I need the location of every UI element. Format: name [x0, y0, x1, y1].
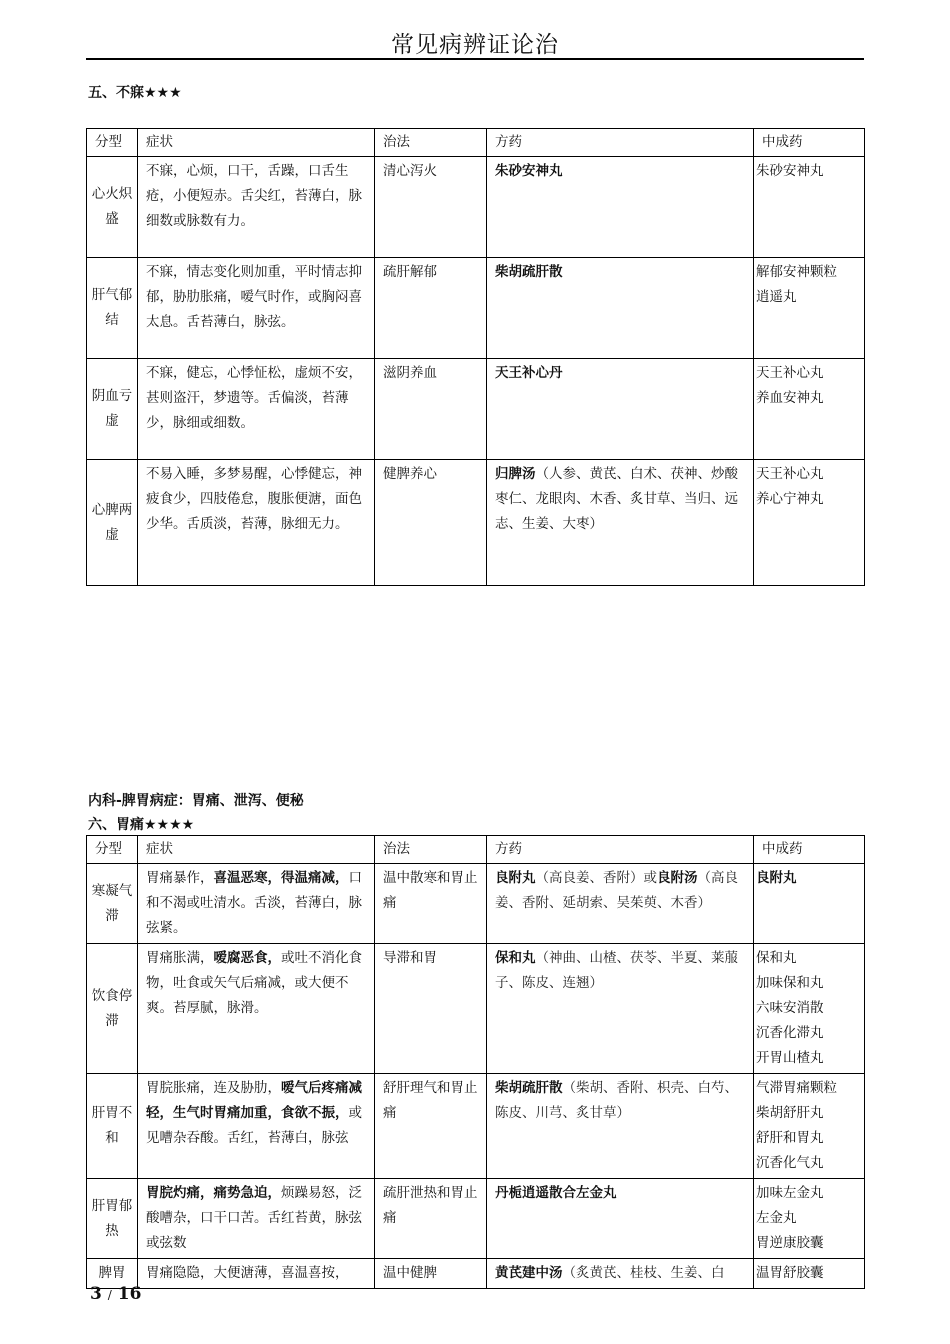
formula-name: 朱砂安神丸: [495, 163, 563, 179]
syndrome-type: 肝气郁结: [87, 258, 138, 359]
patent-medicine: 温胃舒胶囊: [756, 1265, 824, 1281]
patent-medicine: 六味安消散: [756, 1000, 824, 1016]
formula-cell: [487, 460, 754, 586]
symptom-text: 胃痛胀满，: [146, 950, 214, 966]
formula-name: 柴胡疏肝散: [495, 1080, 563, 1096]
syndrome-type: 肝胃郁热: [87, 1179, 138, 1259]
formula-name: 黄芪建中汤: [495, 1265, 563, 1281]
patent-medicine: 解郁安神颗粒: [756, 264, 837, 280]
table-row: [87, 944, 865, 1074]
formula-cell: [487, 1179, 754, 1259]
header-divider: [86, 58, 864, 60]
section6-heading: 六、胃痛★★★★: [88, 817, 195, 833]
formula-name: 良附汤: [657, 870, 698, 886]
insomnia-table: [86, 128, 865, 586]
column-header: 分型: [87, 836, 138, 864]
table-row: [87, 157, 865, 258]
patent-medicine: 良附丸: [756, 870, 797, 886]
page-number: [90, 1284, 141, 1304]
symptoms-cell: 不寐，情志变化则加重，平时情志抑郁，胁肋胀痛，嗳气时作，或胸闷喜太息。舌苔薄白，脉弦。: [138, 258, 375, 359]
syndrome-type: 脾胃: [87, 1259, 138, 1289]
symptom-text: 胃脘胀痛，连及胁肋，: [146, 1080, 281, 1096]
treatment-method: 导滞和胃: [375, 944, 487, 1074]
patent-medicine: 朱砂安神丸: [756, 163, 824, 179]
syndrome-type: 肝胃不和: [87, 1074, 138, 1179]
formula-cell: [487, 157, 754, 258]
formula-ingredients: （柴胡、香附、枳壳、白芍、陈皮、川芎、炙甘草）: [495, 1080, 738, 1121]
treatment-method: 滋阴养血: [375, 359, 487, 460]
patent-medicine-cell: [754, 258, 865, 359]
column-header: 方药: [487, 836, 754, 864]
column-header: 症状: [138, 836, 375, 864]
column-header: 分型: [87, 129, 138, 157]
patent-medicine: 保和丸: [756, 950, 797, 966]
column-header: 中成药: [754, 836, 865, 864]
table-row: [87, 258, 865, 359]
formula-cell: [487, 864, 754, 944]
column-header: 方药: [487, 129, 754, 157]
table-row: [87, 359, 865, 460]
symptom-text: 胃痛暴作，: [146, 870, 214, 886]
stomachache-table: [86, 835, 865, 1289]
patent-medicine: 养心宁神丸: [756, 491, 824, 507]
table-row: [87, 1259, 865, 1289]
patent-medicine: 加味保和丸: [756, 975, 824, 991]
symptoms-cell: [138, 1259, 375, 1289]
patent-medicine-cell: [754, 944, 865, 1074]
column-header: 治法: [375, 836, 487, 864]
formula-name: 丹栀逍遥散合左金丸: [495, 1185, 617, 1201]
treatment-method: 疏肝解郁: [375, 258, 487, 359]
symptoms-cell: [138, 1074, 375, 1179]
formula-name: 归脾汤: [495, 466, 536, 482]
patent-medicine-cell: [754, 460, 865, 586]
formula-cell: [487, 1074, 754, 1179]
symptom-text: 胃痛隐隐，大便溏薄，喜温喜按，: [146, 1265, 349, 1281]
symptom-key: 胃脘灼痛，痛势急迫，: [146, 1185, 281, 1201]
treatment-method: 舒肝理气和胃止痛: [375, 1074, 487, 1179]
treatment-method: 疏肝泄热和胃止痛: [375, 1179, 487, 1259]
page-header-title: 常见病辨证论治: [391, 32, 559, 58]
patent-medicine: 加味左金丸: [756, 1185, 824, 1201]
syndrome-type: 寒凝气滞: [87, 864, 138, 944]
symptoms-cell: 不寐，心烦，口干，舌躁，口舌生疮，小便短赤。舌尖红，苔薄白，脉细数或脉数有力。: [138, 157, 375, 258]
symptoms-cell: 不易入睡，多梦易醒，心悸健忘，神疲食少，四肢倦怠，腹胀便溏，面色少华。舌质淡，苔薄，脉细无力。: [138, 460, 375, 586]
patent-medicine-cell: [754, 1259, 865, 1289]
patent-medicine: 气滞胃痛颗粒: [756, 1080, 837, 1096]
formula-cell: [487, 1259, 754, 1289]
syndrome-type: 心火炽盛: [87, 157, 138, 258]
symptoms-cell: [138, 944, 375, 1074]
patent-medicine: 舒肝和胃丸: [756, 1130, 824, 1146]
patent-medicine: 逍遥丸: [756, 289, 797, 305]
table-header-row: [87, 129, 865, 157]
symptoms-cell: [138, 864, 375, 944]
symptom-key: 嗳腐恶食，: [213, 950, 281, 966]
patent-medicine: 天王补心丸: [756, 466, 824, 482]
formula-ingredients: （高良姜、香附、延胡索、吴茱萸、木香）: [495, 870, 738, 911]
symptom-key: 喜温恶寒，得温痛减，: [213, 870, 349, 886]
treatment-method: 清心泻火: [375, 157, 487, 258]
formula-ingredients: （神曲、山楂、茯苓、半夏、莱菔子、陈皮、连翘）: [495, 950, 738, 991]
formula-name: 柴胡疏肝散: [495, 264, 563, 280]
symptom-text: 或吐不消化食物，吐食或矢气后痛减，或大便不爽。苔厚腻，脉滑。: [146, 950, 362, 1016]
treatment-method: 健脾养心: [375, 460, 487, 586]
formula-name: 保和丸: [495, 950, 536, 966]
table-row: [87, 460, 865, 586]
formula-ingredients: （人参、黄芪、白术、茯神、炒酸枣仁、龙眼肉、木香、炙甘草、当归、远志、生姜、大枣）: [495, 466, 738, 532]
formula-ingredients: （炙黄芪、桂枝、生姜、白: [562, 1265, 725, 1281]
patent-medicine: 开胃山楂丸: [756, 1050, 824, 1066]
section5-heading: 五、不寐★★★: [88, 85, 182, 101]
symptom-text: 口和不渴或吐清水。舌淡，苔薄白，脉弦紧。: [146, 870, 362, 936]
patent-medicine: 左金丸: [756, 1210, 797, 1226]
table-row: [87, 1074, 865, 1179]
column-header: 中成药: [754, 129, 865, 157]
table-header-row: [87, 836, 865, 864]
patent-medicine-cell: [754, 864, 865, 944]
column-header: 治法: [375, 129, 487, 157]
patent-medicine: 沉香化气丸: [756, 1155, 824, 1171]
symptom-text: 或见嘈杂吞酸。舌红，苔薄白，脉弦: [146, 1105, 362, 1146]
symptoms-cell: 不寐，健忘，心悸怔松，虚烦不安，甚则盗汗，梦遗等。舌偏淡，苔薄少，脉细或细数。: [138, 359, 375, 460]
formula-cell: [487, 359, 754, 460]
formula-name: 天王补心丹: [495, 365, 563, 381]
page-separator: /: [107, 1288, 112, 1302]
formula-cell: [487, 944, 754, 1074]
patent-medicine: 胃逆康胶囊: [756, 1235, 824, 1251]
current-page: 3: [90, 1284, 102, 1304]
syndrome-type: 阴血亏虚: [87, 359, 138, 460]
symptom-text: 烦躁易怒，泛酸嘈杂，口干口苦。舌红苔黄，脉弦或弦数: [146, 1185, 362, 1251]
syndrome-type: 心脾两虚: [87, 460, 138, 586]
symptoms-cell: [138, 1179, 375, 1259]
column-header: 症状: [138, 129, 375, 157]
patent-medicine: 沉香化滞丸: [756, 1025, 824, 1041]
patent-medicine: 柴胡舒肝丸: [756, 1105, 824, 1121]
syndrome-type: 饮食停滞: [87, 944, 138, 1074]
patent-medicine-cell: [754, 157, 865, 258]
symptom-key: 嗳气后疼痛减轻，生气时胃痛加重，食欲不振，: [146, 1080, 362, 1121]
formula-name: 良附丸: [495, 870, 536, 886]
formula-ingredients: （高良姜、香附）或: [535, 870, 657, 886]
table-row: [87, 1179, 865, 1259]
patent-medicine: 养血安神丸: [756, 390, 824, 406]
category-heading: 内科-脾胃病症：胃痛、泄泻、便秘: [88, 793, 304, 809]
treatment-method: 温中健脾: [375, 1259, 487, 1289]
patent-medicine-cell: [754, 359, 865, 460]
treatment-method: 温中散寒和胃止痛: [375, 864, 487, 944]
table-row: [87, 864, 865, 944]
total-pages: 16: [117, 1284, 142, 1304]
patent-medicine-cell: [754, 1074, 865, 1179]
patent-medicine: 天王补心丸: [756, 365, 824, 381]
patent-medicine-cell: [754, 1179, 865, 1259]
formula-cell: [487, 258, 754, 359]
